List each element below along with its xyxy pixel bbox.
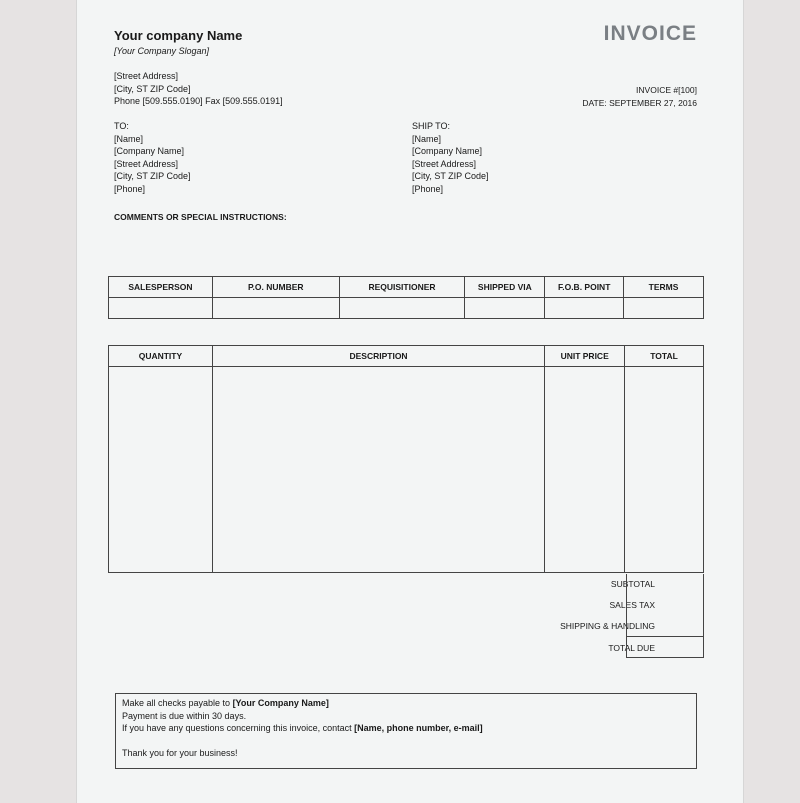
description-cell[interactable] [212,367,544,573]
totals-divider [627,636,703,637]
company-name: Your company Name [114,28,243,43]
col-shipped-via: SHIPPED VIA [465,277,545,298]
col-description: DESCRIPTION [212,346,544,367]
ship-to-line: [Company Name] [412,146,483,156]
invoice-title: INVOICE [603,22,697,45]
payment-note: Payment is due within 30 days. [122,710,247,721]
quantity-cell[interactable] [109,367,213,573]
subtotal-label: SUBTOTAL [610,579,655,589]
bill-to-line: [City, ST ZIP Code] [114,171,191,181]
company-address [114,70,283,108]
col-total: TOTAL [625,346,704,367]
checks-note: Make all checks payable to [Your Company Name] [122,698,329,708]
col-unit-price: UNIT PRICE [545,346,625,367]
bill-to-line: [Phone] [114,183,146,194]
spacer [122,735,690,748]
invoice-meta [582,84,697,109]
ship-to-line: [Street Address] [412,158,477,169]
sales-tax-label: SALES TAX [609,600,655,610]
po-number-cell[interactable] [212,298,339,319]
fob-point-cell[interactable] [545,298,624,319]
comments-label: COMMENTS OR SPECIAL INSTRUCTIONS: [114,212,287,222]
invoice-date: DATE: SEPTEMBER 27, 2016 [582,97,697,108]
table-row [109,367,704,573]
bill-to-line: [Company Name] [114,146,185,156]
bill-to-line: [Street Address] [114,158,179,169]
ship-to-line: [City, ST ZIP Code] [412,171,489,181]
line-items-table [108,345,704,573]
unit-price-cell[interactable] [545,367,625,573]
col-requisitioner: REQUISITIONER [339,277,465,298]
bill-to-block [114,120,191,195]
shipped-via-cell[interactable] [465,298,545,319]
thanks-note: Thank you for your business! [122,748,238,758]
col-salesperson: SALESPERSON [109,277,213,298]
ship-to-block [412,120,489,195]
col-fob-point: F.O.B. POINT [545,277,624,298]
invoice-number: INVOICE #[100] [636,85,697,95]
terms-cell[interactable] [624,298,704,319]
ship-to-line: [Phone] [412,183,444,194]
invoice-sheet [76,0,744,803]
total-cell[interactable] [625,367,704,573]
total-due-label: TOTAL DUE [608,643,655,653]
address-line: [Street Address] [114,71,179,81]
shipping-label: SHIPPING & HANDLING [560,621,655,631]
table-row [109,298,704,319]
address-line: [City, ST ZIP Code] [114,83,191,94]
order-info-table [108,276,704,319]
bill-to-label: TO: [114,121,129,131]
requisitioner-cell[interactable] [339,298,465,319]
address-line: Phone [509.555.0190] Fax [509.555.0191] [114,96,283,106]
col-quantity: QUANTITY [109,346,213,367]
company-slogan: [Your Company Slogan] [114,46,210,56]
col-po-number: P.O. NUMBER [212,277,339,298]
footer-notes [115,693,697,769]
bill-to-line: [Name] [114,133,144,144]
col-terms: TERMS [624,277,704,298]
ship-to-label: SHIP TO: [412,121,451,131]
salesperson-cell[interactable] [109,298,213,319]
questions-note: If you have any questions concerning this invoice, contact [Name, phone number, e-mail] [122,723,483,733]
ship-to-line: [Name] [412,133,442,144]
totals-box[interactable] [626,574,704,658]
